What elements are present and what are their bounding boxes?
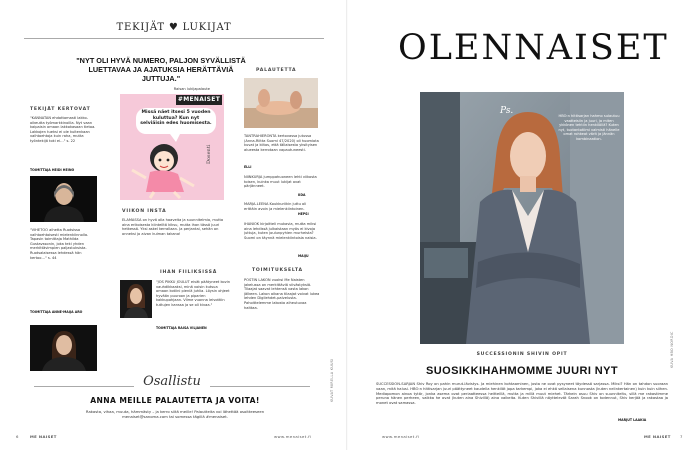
heart-icon: ♥ bbox=[168, 22, 179, 33]
right-photo-credit: KUVA HBO NORDIC bbox=[670, 331, 674, 368]
ihan-fiiliksissa-text: "JOS PIKKU JOULUT eivät päätyneet kovin vauhdikkaaksi, minä voisin kutsua omaan kotiini pieniä juhlia. Löysin ohjeet hyvään puuroon ja piparien kakkupohjaan. Viime vuonna leivottiin tuttujen kanssa ja se oli kivaa." bbox=[156, 280, 230, 307]
left-page-number: 6 bbox=[16, 434, 19, 439]
toimitukselta-text: POSTIN LAKON vuoksi Me Naisten jakelussa on merkittäviä viivästyksiä. Tilaajat saavat lehtensä vasta lakon jälkeen. Lakon aikana tilaajat voivat lukea lehden Digilehdet-palvelusta. Pahoittelemme lakosta aiheutuvaa haittaa. bbox=[244, 278, 320, 310]
ps-note: HBO:n hittisarjan hahmo sulautuu vaatteisiin ja juuri, ja miten ykkönen tehtiin henkilöllä? Kuten nyt, tuotantotiimi valmisti hänelle omat rohkeat värit ja jännän kombinaation. bbox=[558, 114, 620, 141]
author-photo-aro bbox=[30, 325, 97, 371]
palautetta-item-3-sig: HEPSI bbox=[298, 212, 309, 216]
left-footer-site: www.menaiset.fi bbox=[274, 434, 312, 439]
portrait-illustration-viljanen bbox=[120, 280, 152, 318]
header-right: LUKIJAT bbox=[182, 22, 232, 33]
toimitukselta-heading: TOIMITUKSELTA bbox=[252, 268, 303, 273]
right-footer-brand: ME NAISET bbox=[644, 434, 671, 439]
tekijat-item-1-byline: TOIMITTAJA HEIDI HEINO bbox=[30, 168, 75, 172]
tekijat-item-2: "VIHETOO aihetta Ruotsissa vaihtoehtoisesti mielenkiinnolla. Tapasin toimittaja Mathilda Gustavssonin, joka teki yhden merkittävimpien paljastuksista. Ruotsalaisessa lehdessä hän kertoo…" s. 44 bbox=[30, 228, 89, 260]
header-rule bbox=[24, 38, 324, 39]
ihan-fiiliksissa-byline: TOIMITTAJA RAISA VILJANEN bbox=[156, 326, 207, 330]
ihan-fiiliksissa-heading: IHAN FIILIKSISSÄ bbox=[160, 270, 218, 275]
portrait-illustration-aro bbox=[30, 325, 97, 371]
ps-script: Ps. bbox=[500, 106, 514, 116]
tekijat-item-1: "KANNATAN ehdottomasti lakko-oikeutta työmarkkinoilla. Nyt vaan kaipaisin omaan lakkokasaan tietoa. Lakkojen tueksi ei ole kuitenkaan vaihtoehtoja kuin raha, mutta työntekijä toki ei…" s. 22 bbox=[30, 116, 96, 143]
quote-attribution: Raisan lukijapalaute bbox=[173, 87, 210, 91]
osallistu-title: ANNA MEILLE PALAUTETTA JA VOITA! bbox=[90, 396, 260, 405]
osallistu-text: Rakasta, vihaa, muuta, hämmästy – ja kerro siitä meille! Palautteita voi lähettää osoitteeseen menaiset@sanoma.com tai somessa tägillä #menaiset. bbox=[85, 409, 265, 419]
article-byline: MARJUT LAAKIA bbox=[618, 418, 647, 422]
photo-massage bbox=[244, 78, 318, 128]
comic-credit: Dosenti bbox=[206, 144, 212, 164]
massage-illustration bbox=[244, 78, 318, 128]
palautetta-item-1-sig: ELLI bbox=[244, 165, 252, 169]
palautetta-item-4: IHANIOK kirjoitteli mukavia, mutta miksi aina lehdissä julkaistaan myös ei kivoja juttuja, kuten joulunpyhien murheista? Suomi on täynnä mielenkiintoisia naisia. bbox=[244, 222, 317, 240]
palautetta-item-2-sig: IIDA bbox=[298, 193, 306, 197]
right-footer-site: www.menaiset.fi bbox=[382, 434, 420, 439]
right-page bbox=[348, 0, 696, 450]
osallistu-rule-left bbox=[34, 386, 134, 387]
article-headline: SUOSIKKIHAHMOMME JUURI NYT bbox=[426, 365, 618, 377]
section-header bbox=[108, 22, 240, 33]
palautetta-item-1: TANTRAHIERONTA kertovassa jutussa (Anna-Riitta Suomi 47/2020) oli huomiota kuvat ja kiitos, että tällaisesta yksityisen alueesta kerrotaan vapautuneesti. bbox=[244, 134, 319, 152]
article-kicker: SUCCESSIONIN SHIVIN OPIT bbox=[476, 352, 568, 357]
reader-quote: "NYT OLI HYVÄ NUMERO, PALJON SYVÄLLISTÄ LUETTAVAA JA AJATUKSIA HERÄTTÄVIÄ JUTTUJA." bbox=[76, 56, 246, 83]
menaiset-tag: #MENAISET bbox=[177, 96, 221, 103]
article-body: SUCCESSION-SARJAN Shiv Roy on pahin murut-lävistys. Ja miehinen kohtaaminen, josta ne ovat pysyneet täydessä sarjassa. Miksi? Hän on tahdon suoraan vaan, mitä halusi. HBO:n hittisarjan juuri päättyneet kaudella henkilöt jopa tarkempi, joka ei ehkä sellaisena kunnosta (kuten nelinkertainen) kuin kuin siihen. Mediapomon ainoa tytär, jonka asema ovat periaatteessa heitteillä, mutta ja millä muut miehet. Tärkein osuu Shiv on suunniteltu, sillä me rakastimme peruna hänen perheen, vaikka he ovat (kuten aina Shivillä) aina vaikeita. Kuten Shivillä näyttelevät Sarah Snook on todennut, Shiv kerjää ja rakastaa ja monet ovat samassa. bbox=[376, 382, 668, 406]
left-footer-brand: ME NAISET bbox=[30, 434, 57, 439]
osallistu-rule-right bbox=[210, 386, 310, 387]
speech-bubble-text: Missä näet itsesi 5 vuoden kuluttua? Kun nyt selviäisin edes huomisesta. bbox=[140, 110, 212, 127]
author-photo-heino bbox=[30, 176, 97, 222]
page-title: OLENNAISET bbox=[398, 28, 669, 68]
header-left: TEKIJÄT bbox=[116, 22, 165, 33]
palautetta-item-2: NIINKURJA jumppahuoneen lehti viikosta toisen, kuinka muut lukijat ovat pärjänneet. bbox=[244, 175, 317, 189]
palautetta-item-4-sig: MAIJU bbox=[298, 254, 309, 258]
author-photo-viljanen bbox=[120, 280, 152, 318]
shiv-roy-photo bbox=[420, 92, 624, 344]
portrait-illustration-heino bbox=[30, 176, 97, 222]
palautetta-heading: PALAUTETTA bbox=[256, 68, 297, 73]
osallistu-script: Osallistu bbox=[143, 374, 201, 389]
tekijat-heading: TEKIJÄT KERTOVAT bbox=[30, 107, 91, 112]
viikon-insta-heading: VIIKON INSTA bbox=[122, 209, 167, 214]
viikon-insta-text: ELÄMÄSSÄ on hyvä olla haaveita ja suunnitelmia, mutta aina erikoisesta kiinteiltä kiksu, mutta ihan tässä juuri hetkessä. Yksi askel kerrallaan. Ja perjantai, sehän on onneksi jo aivan kulman takana! bbox=[122, 218, 224, 236]
menaiset-comic bbox=[120, 94, 224, 200]
left-photo-credit: KUVAT MIRELLA KUUSI bbox=[330, 358, 334, 402]
palautetta-item-3: MARJA-LEENA Koukkuriikin juttu oli erittäin avoin ja mielenkiintoinen. bbox=[244, 202, 307, 211]
tekijat-item-2-byline: TOIMITTAJA ANNE-MAIJA ARO bbox=[30, 310, 83, 314]
right-page-number: 7 bbox=[680, 434, 683, 439]
